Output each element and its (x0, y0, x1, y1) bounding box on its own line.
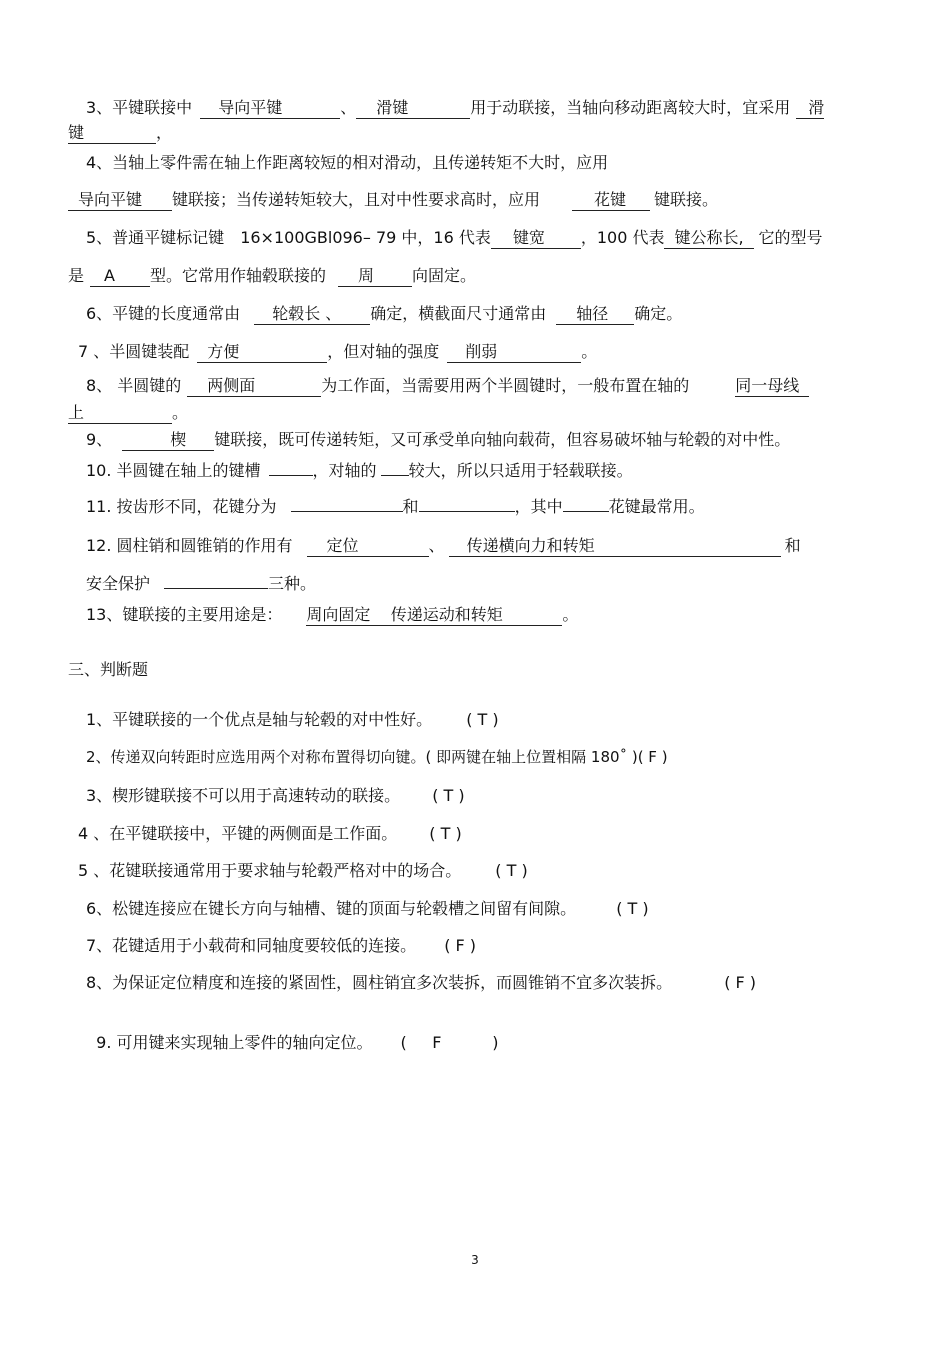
judge-item-9 (86, 1010, 499, 1054)
judge-item-text: 5 、花键联接通常用于要求轴与轮毂严格对中的场合。 (78, 861, 462, 880)
judge-item-answer: ( T ) (429, 824, 462, 843)
q3-answer-3b: 键 (68, 123, 85, 142)
judge-item-4 (78, 823, 462, 845)
q5-blank-3 (90, 266, 150, 287)
q5-answer-3: A (104, 266, 115, 285)
q9-answer-1: 楔 (170, 430, 187, 449)
q4-text-d: 键联接。 (654, 190, 719, 209)
q3-text-a: 3、平键联接中 (86, 98, 193, 117)
q8-text-d: 。 (172, 403, 189, 422)
q11-blank-2 (419, 511, 515, 512)
q4-answer-1: 导向平键 (78, 190, 143, 209)
judge-item-2 (86, 746, 668, 768)
q9-text-a: 9、 (86, 430, 113, 449)
judge-item-text: 9. 可用键来实现轴上零件的轴向定位。 (96, 1033, 373, 1052)
question-12-line-2 (86, 573, 316, 595)
judge-item-answer: ( T ) (432, 786, 465, 805)
q8-answer-1: 两侧面 (207, 376, 256, 395)
q5-text-c: ，100 代表 (580, 228, 665, 247)
q13-text-a: 13、键联接的主要用途是： (86, 605, 283, 624)
judge-item-5 (78, 860, 528, 882)
q12-blank-2 (449, 536, 781, 557)
question-3-line-2 (68, 122, 172, 144)
judge-item-text: 6、松键连接应在键长方向与轴槽、键的顶面与轮毂槽之间留有间隙。 (86, 899, 577, 918)
q12-answer-1: 定位 (326, 536, 359, 555)
q3-blank-3 (796, 98, 824, 119)
q6-text-d: 确定。 (634, 304, 683, 323)
q12-text-e: 安全保护 (86, 574, 151, 593)
q13-answer-1: 周向固定 传递运动和转矩 (306, 605, 503, 624)
question-5-line-2 (68, 265, 476, 287)
question-11 (86, 496, 705, 518)
q3-answer-1: 导向平键 (218, 98, 283, 117)
q5-blank-2 (664, 228, 754, 249)
q12-text-d: 和 (784, 536, 801, 555)
question-7 (78, 341, 597, 363)
judge-item-answer: ( F ) (724, 973, 757, 992)
q7-text-a: 7 、半圆键装配 (78, 342, 190, 361)
q8-text-a: 8、 半圆键的 (86, 376, 182, 395)
q3-text-d: 用于动联接，当轴向移动距离较大时，宜采用 (470, 98, 791, 117)
q6-answer-2: 轴径 (576, 304, 609, 323)
q12-text-f: 三种。 (268, 574, 317, 593)
judge-item-text: 3、楔形键联接不可以用于高速转动的联接。 (86, 786, 401, 805)
q4-answer-2: 花键 (594, 190, 627, 209)
q4-text-c: 键联接；当传递转矩较大，且对中性要求高时，应用 (172, 190, 541, 209)
question-8-line-1 (86, 375, 809, 397)
q5-answer-1: 键宽 (512, 228, 545, 247)
q8-blank-2 (735, 376, 809, 397)
q7-answer-1: 方便 (207, 342, 240, 361)
judge-item-8 (86, 972, 756, 994)
judge-item-3 (86, 785, 465, 807)
q11-blank-1 (291, 511, 403, 512)
question-6 (86, 303, 682, 325)
q3-answer-3: 滑 (808, 98, 825, 117)
q9-blank-1 (122, 430, 214, 451)
q12-text-a: 12. 圆柱销和圆锥销的作用有 (86, 536, 293, 555)
q5-text-a: 5、普通平键标记键 (86, 228, 225, 247)
judge-item-answer: ( T ) (495, 861, 528, 880)
page-number: 3 (471, 1253, 479, 1267)
q9-text-c: 键联接，既可传递转矩，又可承受单向轴向载荷，但容易破坏轴与轮毂的对中性。 (214, 430, 791, 449)
q6-text-c: 确定，横截面尺寸通常由 (370, 304, 547, 323)
q10-text-a: 10. 半圆键在轴上的键槽 (86, 461, 261, 480)
q5-answer-2: 键公称长, (674, 228, 744, 247)
judge-item-text: 1、平键联接的一个优点是轴与轮毂的对中性好。 (86, 710, 433, 729)
q5-text-f: 型。它常用作轴毂联接的 (150, 266, 327, 285)
question-4-line-1 (86, 152, 608, 174)
q3-text-c: 、 (340, 98, 357, 117)
q3-blank-1 (200, 98, 340, 119)
question-10 (86, 460, 633, 482)
judge-item-answer: ( F ) (637, 748, 668, 766)
q12-answer-2: 传递横向力和转矩 (466, 536, 595, 555)
judge-item-answer: ( T ) (616, 899, 649, 918)
q5-answer-4: 周 (358, 266, 375, 285)
judge-item-answer: ( T ) (466, 710, 499, 729)
judge-item-text: 8、为保证定位精度和连接的紧固性，圆柱销宜多次装拆，而圆锥销不宜多次装拆。 (86, 973, 673, 992)
q5-text-m: 16×100GBl096– 79 中，16 代表 (240, 228, 491, 247)
q7-answer-2: 削弱 (465, 342, 498, 361)
judge-item-answer: ( F ) (400, 1033, 499, 1052)
q6-answer-1: 轮毂长 、 (272, 304, 342, 323)
section-title-judge: 三、判断题 (68, 660, 149, 679)
q4-text-a: 4、当轴上零件需在轴上作距离较短的相对滑动，且传递转矩不大时，应用 (86, 153, 609, 172)
q12-blank-3 (164, 588, 268, 589)
q7-blank-1 (197, 342, 327, 363)
judge-item-7 (86, 935, 476, 957)
q10-text-d: 较大，所以只适用于轻载联接。 (408, 461, 633, 480)
q11-text-a: 11. 按齿形不同，花键分为 (86, 497, 277, 516)
q10-text-c: ，对轴的 (312, 461, 377, 480)
q11-text-d: ，其中 (514, 497, 563, 516)
q8-text-c: 为工作面，当需要用两个半圆键时，一般布置在轴的 (321, 376, 690, 395)
q5-text-d: 它的型号 (758, 228, 823, 247)
judge-item-6 (86, 898, 649, 920)
q13-text-d: 。 (562, 605, 579, 624)
judge-item-text: 4 、在平键联接中，平键的两侧面是工作面。 (78, 824, 398, 843)
judge-item-text: 2、传递双向转距时应选用两个对称布置得切向键。( 即两键在轴上位置相隔 180˚ ) (86, 748, 638, 766)
q12-text-c: 、 (428, 536, 445, 555)
question-8-line-2 (68, 402, 188, 424)
q5-blank-1 (491, 228, 581, 249)
question-9 (86, 429, 790, 451)
q6-blank-1 (254, 304, 370, 325)
q10-blank-2 (381, 475, 409, 476)
q4-blank-2 (572, 190, 650, 211)
q7-text-c: ，但对轴的强度 (327, 342, 440, 361)
q6-text-a: 6、平键的长度通常由 (86, 304, 241, 323)
q8-blank-1 (187, 376, 321, 397)
q5-text-e: 是 (68, 266, 85, 285)
q11-text-e: 花键最常用。 (608, 497, 705, 516)
q5-blank-4 (338, 266, 412, 287)
q3-blank-2 (356, 98, 470, 119)
q10-blank-1 (269, 475, 313, 476)
q13-blank-1 (306, 605, 562, 626)
q4-blank-1 (68, 190, 172, 211)
judge-item-answer: ( F ) (444, 936, 477, 955)
question-13 (86, 604, 578, 626)
question-4-line-2 (68, 189, 718, 211)
q3-answer-2: 滑键 (376, 98, 409, 117)
judge-item-text: 7、花键适用于小载荷和同轴度要较低的连接。 (86, 936, 417, 955)
q11-text-c: 和 (402, 497, 419, 516)
question-12-line-1 (86, 535, 801, 557)
question-3-line-1 (86, 97, 824, 119)
q3-blank-3-cont (68, 123, 156, 144)
q7-text-d: 。 (581, 342, 598, 361)
q12-blank-1 (307, 536, 429, 557)
q5-text-g: 向固定。 (412, 266, 477, 285)
q7-blank-2 (447, 342, 581, 363)
judge-item-1 (86, 709, 499, 731)
q8-blank-2-cont (68, 403, 172, 424)
q8-answer-2b: 上 (68, 403, 85, 422)
q6-blank-2 (556, 304, 634, 325)
q3-text-e: ， (156, 123, 173, 142)
q8-answer-2: 同一母线 (735, 376, 800, 395)
q11-blank-3 (563, 511, 609, 512)
question-5-line-1 (86, 227, 823, 249)
